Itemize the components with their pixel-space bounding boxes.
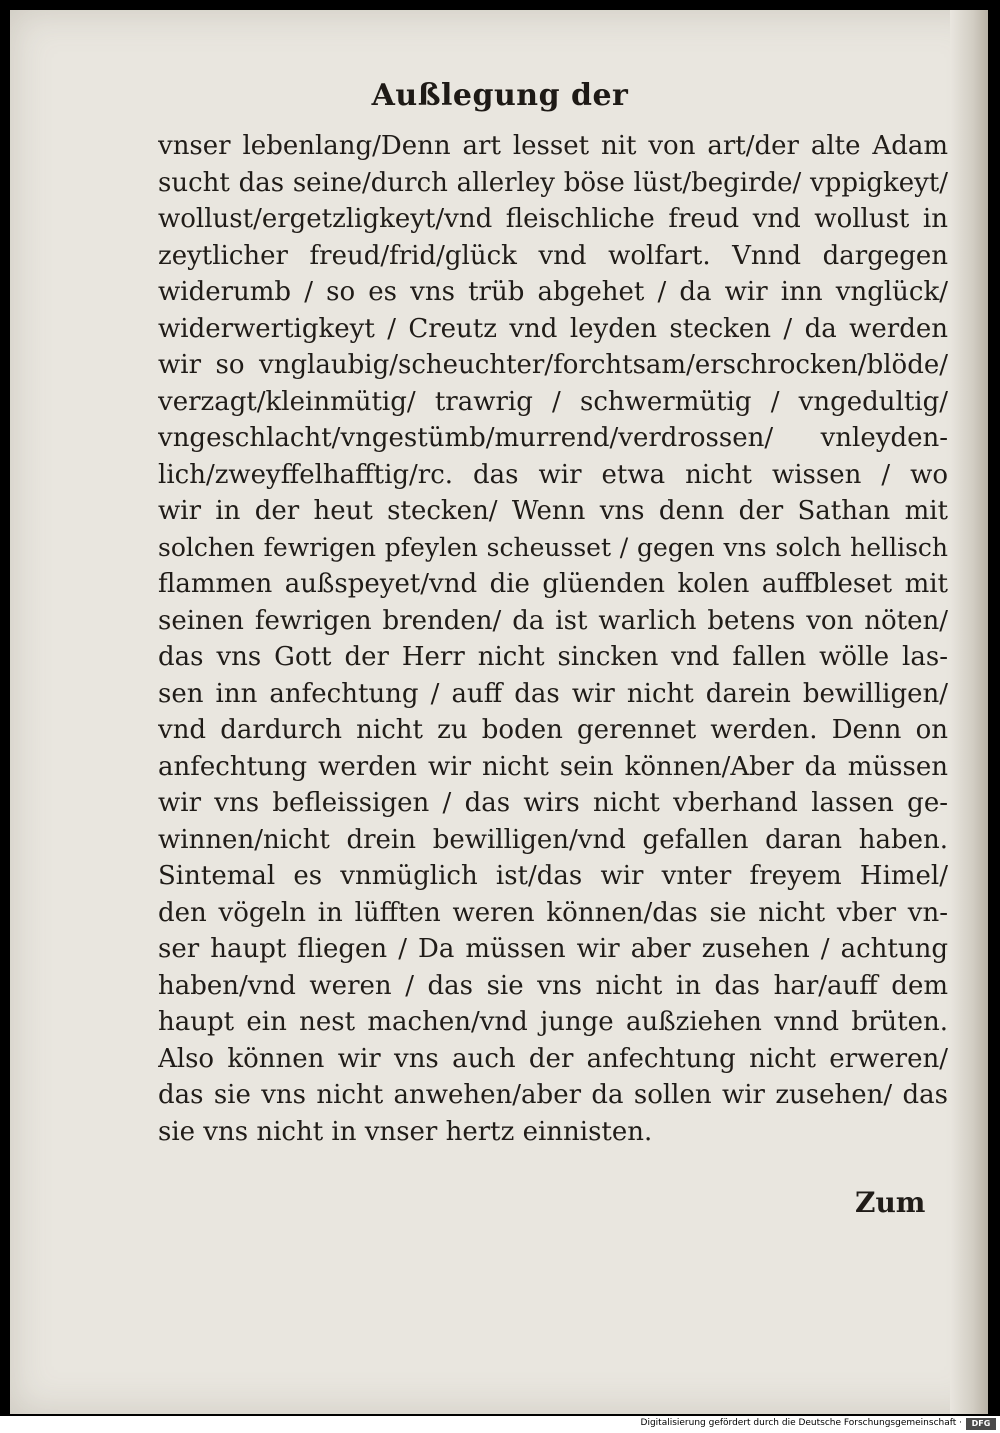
text-line: vngeschlacht/vngestümb/murrend/verdrossen/ vnleyden-	[158, 423, 948, 453]
text-line: sie vns nicht in vnser hertz einnisten.	[158, 1116, 653, 1147]
text-line: wir vns befleissigen / das wirs nicht vberhand lassen ge-	[158, 788, 948, 818]
text-line: flammen außspeyet/vnd die glüenden kolen auffbleset mit	[158, 569, 948, 599]
text-line: verzagt/kleinmütig/ trawrig / schwermütig / vngedultig/	[158, 386, 948, 417]
text-line: haupt ein nest machen/vnd junge außziehen vnnd brüten.	[158, 1007, 948, 1037]
dfg-logo-icon: DFG	[966, 1418, 996, 1430]
text-line: ser haupt fliegen / Da müssen wir aber zusehen / achtung	[158, 934, 948, 964]
text-line: widerumb / so es vns trüb abgehet / da wir inn vnglück/	[158, 277, 948, 307]
footer-bar	[0, 1416, 1000, 1433]
text-line: das vns Gott der Herr nicht sincken vnd fallen wölle las-	[158, 642, 948, 672]
page-edge	[950, 10, 988, 1414]
text-line: seinen fewrigen brenden/ da ist warlich betens von nöten/	[158, 605, 948, 636]
text-line: sucht das seine/durch allerley böse lüst/begirde/ vppigkeyt/	[158, 167, 948, 198]
body-text	[158, 128, 948, 1150]
text-line: wollust/ergetzligkeyt/vnd fleischliche freud vnd wollust in	[158, 204, 948, 234]
text-line: wir so vnglaubig/scheuchter/forchtsam/erschrocken/blöde/	[158, 350, 948, 380]
text-line: das sie vns nicht anwehen/aber da sollen wir zusehen/ das	[158, 1080, 948, 1110]
text-line: wir in der heut stecken/ Wenn vns denn der Sathan mit	[158, 496, 948, 526]
text-line: widerwertigkeyt / Creutz vnd leyden stecken / da werden	[158, 313, 948, 344]
text-line: Also können wir vns auch der anfechtung nicht erweren/	[158, 1043, 948, 1074]
text-line: anfechtung werden wir nicht sein können/Aber da müssen	[158, 751, 948, 782]
text-line: haben/vnd weren / das sie vns nicht in das har/auff dem	[158, 970, 948, 1001]
text-line: winnen/nicht drein bewilligen/vnd gefallen daran haben.	[158, 824, 948, 855]
text-line: solchen fewrigen pfeylen scheusset / gegen vns solch hellisch	[158, 532, 948, 562]
text-line: zeytlicher freud/frid/glück vnd wolfart. Vnnd dargegen	[158, 240, 948, 271]
text-line: lich/zweyffelhafftig/rc. das wir etwa nicht wissen / wo	[158, 459, 948, 490]
running-header: Außlegung der	[371, 78, 629, 113]
text-line: vnser lebenlang/Denn art lesset nit von art/der alte Adam	[158, 131, 948, 161]
text-line: sen inn anfechtung / auff das wir nicht darein bewilligen/	[158, 678, 948, 709]
text-line: den vögeln in lüfften weren können/das sie nicht vber vn-	[158, 897, 948, 928]
funding-notice: Digitalisierung gefördert durch die Deutsche Forschungsgemeinschaft ·	[640, 1418, 962, 1428]
text-line: Sintemal es vnmüglich ist/das wir vnter freyem Himel/	[158, 861, 948, 891]
text-line: vnd dardurch nicht zu boden gerennet werden. Denn on	[158, 715, 948, 745]
catchword: Zum	[855, 1186, 926, 1219]
